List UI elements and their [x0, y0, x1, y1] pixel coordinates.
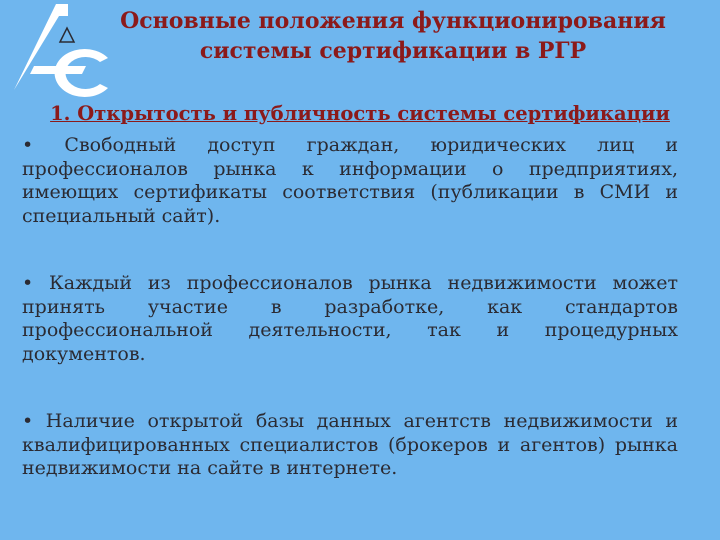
logo-ac-icon — [12, 2, 116, 98]
title-line-2: системы сертификации в РГР — [199, 38, 587, 64]
bullet-list — [22, 134, 678, 481]
section-heading: 1. Открытость и публичность системы сертификации — [50, 102, 670, 125]
title-line-1: Основные положения функционирования — [120, 8, 666, 34]
bullet-paragraph-1: • Свободный доступ граждан, юридических лиц и профессионалов рынка к информации о предприятиях, имеющих сертификаты соответствия (публикации в СМИ и специальный сайт). — [22, 134, 678, 227]
page-title — [120, 6, 666, 66]
bullet-paragraph-2: • Каждый из профессионалов рынка недвижимости может принять участие в разработке, как стандартов профессиональной деятельности, так и процедурных документов. — [22, 272, 678, 365]
bullet-paragraph-3: • Наличие открытой базы данных агентств недвижимости и квалифицированных специалистов (брокеров и агентов) рынка недвижимости на сайте в интернете. — [22, 410, 678, 479]
